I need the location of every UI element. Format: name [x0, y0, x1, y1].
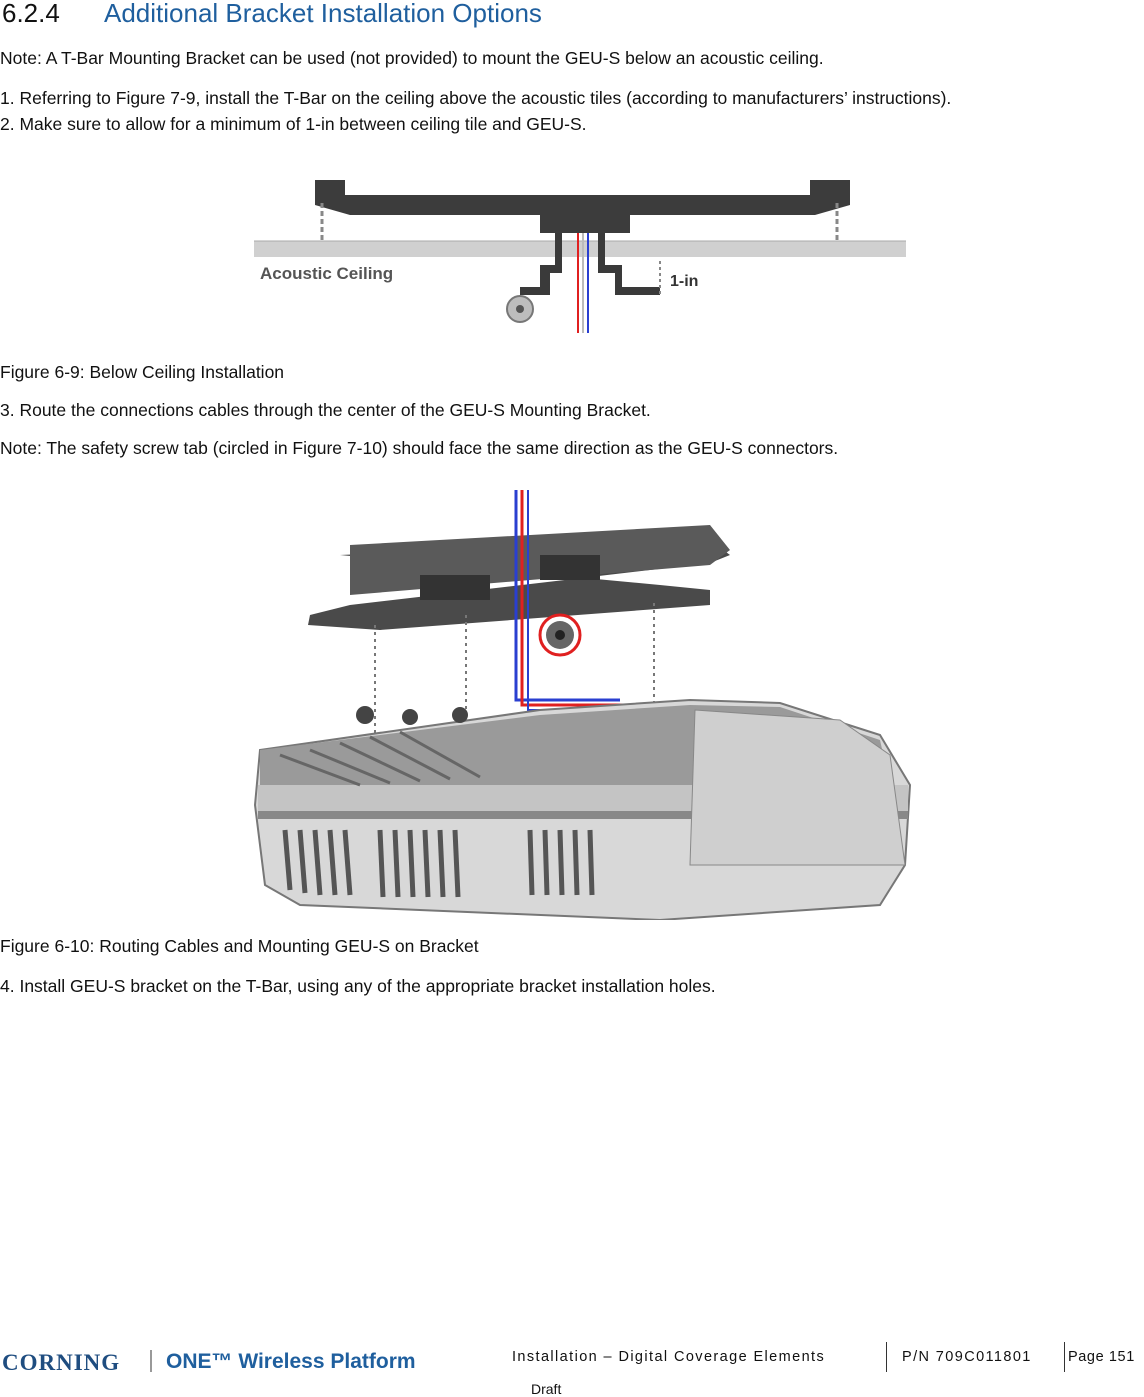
step-1: 1. Referring to Figure 7-9, install the T-Bar on the ceiling above the acoustic tiles (according to manufacturers’ instructions).: [0, 88, 952, 108]
draft-label: Draft: [531, 1381, 562, 1397]
footer-separator-1: [886, 1342, 887, 1372]
section-heading: [2, 0, 542, 29]
logo-divider: [150, 1350, 152, 1372]
footer-page-number: Page 151: [1068, 1349, 1135, 1365]
section-title: Additional Bracket Installation Options: [104, 0, 542, 28]
footer-doc-title: Installation – Digital Coverage Elements: [512, 1349, 826, 1365]
platform-logo: ONE™ Wireless Platform: [166, 1350, 416, 1373]
note-safety-screw: Note: The safety screw tab (circled in Figure 7-10) should face the same direction as the GEU-S connectors.: [0, 438, 839, 458]
gap-label: 1-in: [670, 273, 699, 290]
step-4: 4. Install GEU-S bracket on the T-Bar, using any of the appropriate bracket installation holes.: [0, 976, 716, 996]
below-ceiling-figure: [250, 175, 910, 340]
routing-cables-figure: [240, 485, 920, 920]
step-3: 3. Route the connections cables through the center of the GEU-S Mounting Bracket.: [0, 400, 651, 420]
note-tbar: Note: A T-Bar Mounting Bracket can be used (not provided) to mount the GEU-S below an acoustic ceiling.: [0, 48, 824, 68]
section-number: 6.2.4: [2, 0, 60, 28]
footer-part-number: P/N 709C011801: [902, 1349, 1032, 1365]
figure-6-10-caption: Figure 6-10: Routing Cables and Mounting GEU-S on Bracket: [0, 936, 479, 956]
step-2: 2. Make sure to allow for a minimum of 1-in between ceiling tile and GEU-S.: [0, 114, 587, 134]
footer-separator-2: [1064, 1342, 1065, 1372]
figure-6-9-caption: Figure 6-9: Below Ceiling Installation: [0, 362, 285, 382]
corning-logo: CORNING: [2, 1350, 121, 1375]
acoustic-ceiling-label: Acoustic Ceiling: [260, 264, 394, 283]
